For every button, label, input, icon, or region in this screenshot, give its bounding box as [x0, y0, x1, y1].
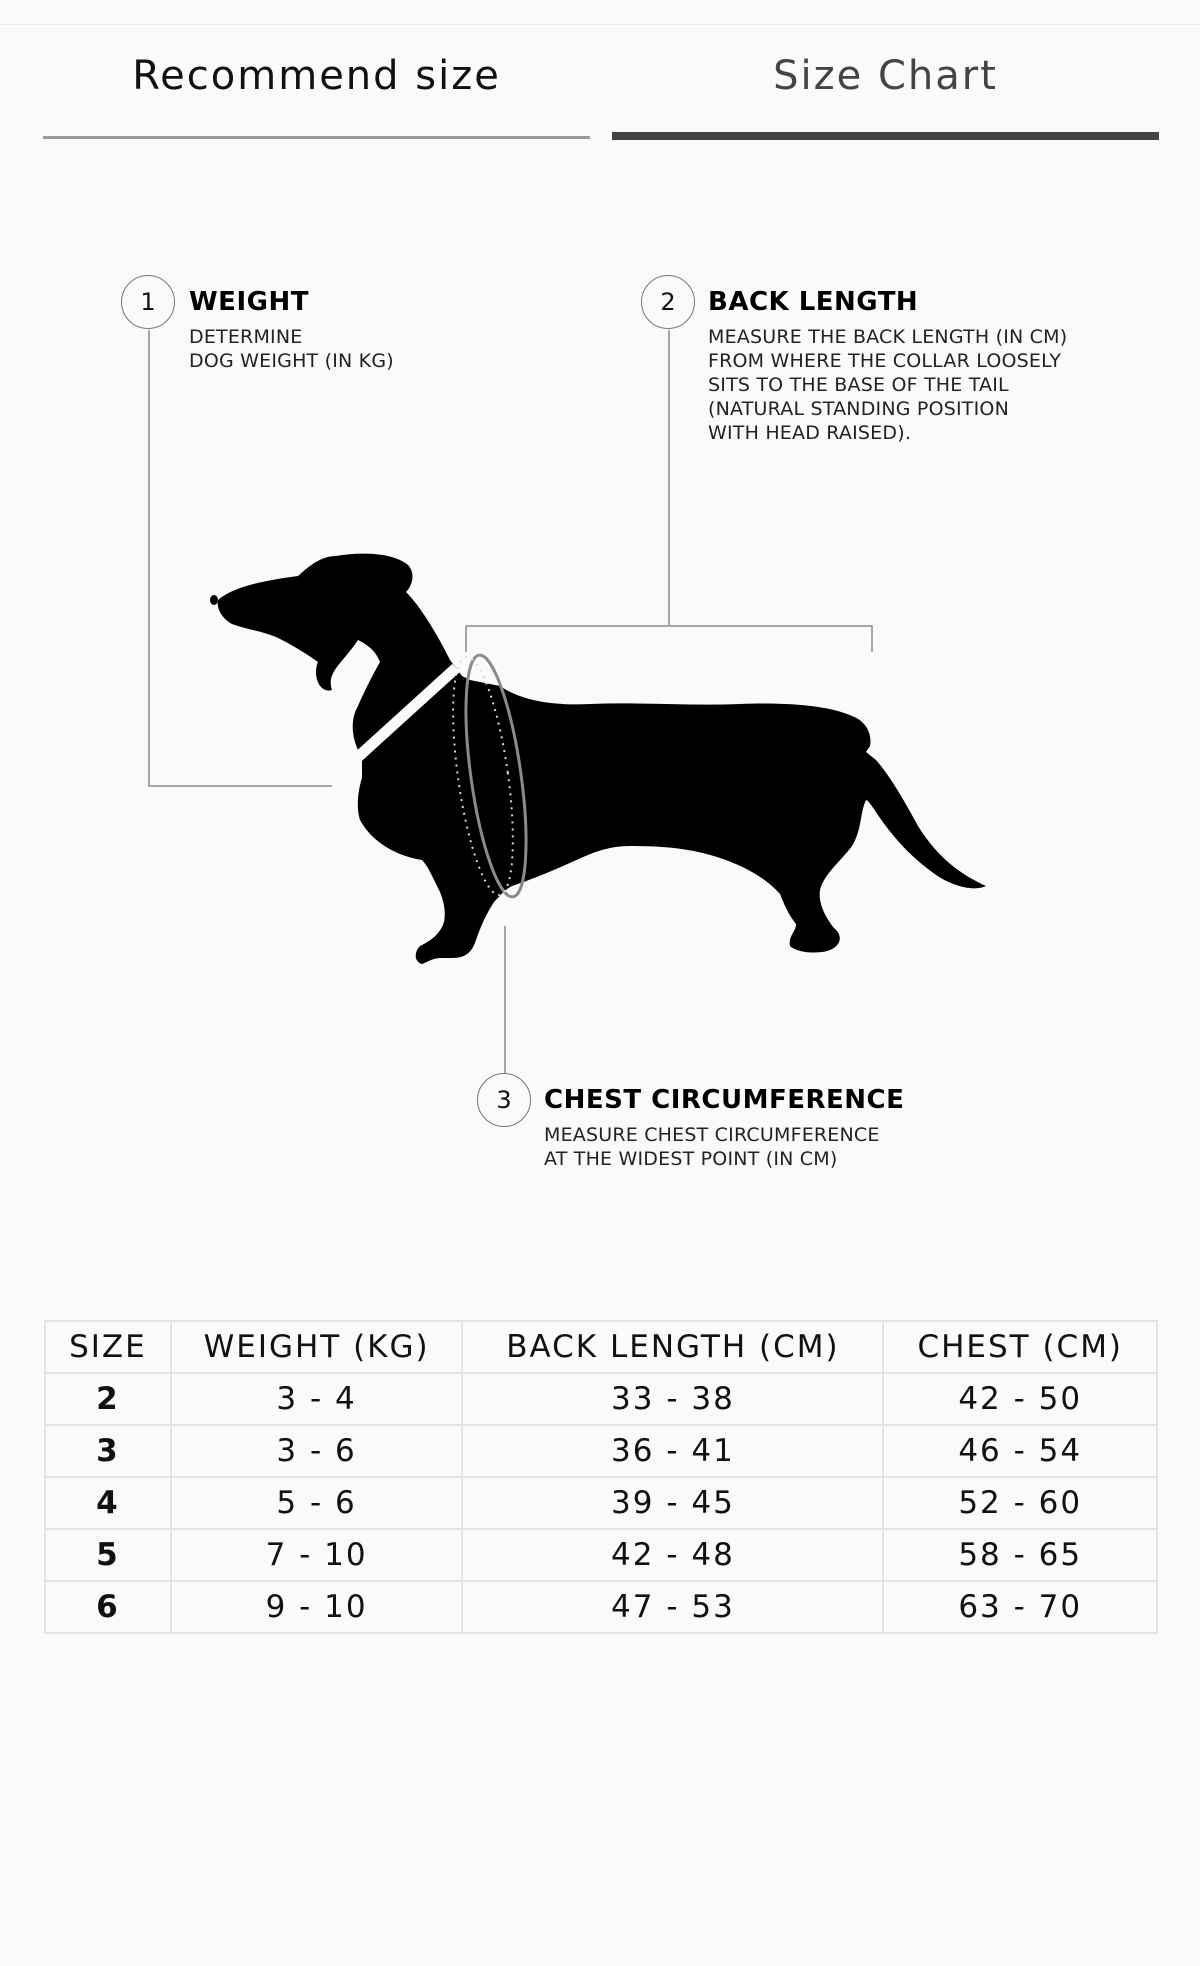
table-header-row	[45, 1321, 1157, 1373]
size-cell: 6	[45, 1581, 171, 1633]
step-3-title: CHEST CIRCUMFERENCE	[544, 1085, 905, 1115]
step-2-number-text: 2	[660, 288, 676, 316]
table-row	[45, 1425, 1157, 1477]
back-length-cell: 39 - 45	[462, 1477, 883, 1529]
back-length-cell: 42 - 48	[462, 1529, 883, 1581]
step-3-number-text: 3	[496, 1086, 512, 1114]
step-back-length	[708, 287, 1067, 445]
step-3-description: MEASURE CHEST CIRCUMFERENCE AT THE WIDEST POINT (IN CM)	[544, 1124, 880, 1170]
table-row	[45, 1581, 1157, 1633]
header-back-length: BACK LENGTH (CM)	[462, 1321, 883, 1373]
table-row	[45, 1373, 1157, 1425]
step-1-title: WEIGHT	[189, 287, 309, 317]
step-1-number-text: 1	[140, 288, 156, 316]
step-weight	[189, 287, 394, 373]
back-length-cell: 36 - 41	[462, 1425, 883, 1477]
size-chart-table	[44, 1320, 1158, 1634]
table-row	[45, 1477, 1157, 1529]
weight-cell: 5 - 6	[171, 1477, 463, 1529]
chest-cell: 63 - 70	[883, 1581, 1157, 1633]
size-cell: 5	[45, 1529, 171, 1581]
step-2-number	[641, 275, 695, 329]
size-cell: 2	[45, 1373, 171, 1425]
weight-cell: 9 - 10	[171, 1581, 463, 1633]
header-size: SIZE	[45, 1321, 171, 1373]
chest-cell: 46 - 54	[883, 1425, 1157, 1477]
step-3-number	[477, 1073, 531, 1127]
step-2-title: BACK LENGTH	[708, 287, 919, 317]
chest-cell: 52 - 60	[883, 1477, 1157, 1529]
header-weight: WEIGHT (KG)	[171, 1321, 463, 1373]
back-length-cell: 47 - 53	[462, 1581, 883, 1633]
table-row	[45, 1529, 1157, 1581]
weight-leader-line	[149, 330, 332, 786]
tab-size-chart-label: Size Chart	[773, 53, 998, 99]
chest-cell: 42 - 50	[883, 1373, 1157, 1425]
step-chest-circumference	[544, 1085, 904, 1171]
back-length-bracket	[466, 626, 872, 652]
step-2-description: MEASURE THE BACK LENGTH (IN CM) FROM WHERE THE COLLAR LOOSELY SITS TO THE BASE OF THE TAIL (NATURAL STANDING POSITION WITH HEAD RAISED).	[708, 326, 1068, 444]
weight-cell: 3 - 4	[171, 1373, 463, 1425]
weight-cell: 7 - 10	[171, 1529, 463, 1581]
step-1-number	[121, 275, 175, 329]
size-cell: 4	[45, 1477, 171, 1529]
tab-recommend-size-label: Recommend size	[132, 53, 501, 99]
step-1-description: DETERMINE DOG WEIGHT (IN KG)	[189, 326, 394, 372]
weight-cell: 3 - 6	[171, 1425, 463, 1477]
dachshund-silhouette-icon	[210, 554, 986, 964]
size-cell: 3	[45, 1425, 171, 1477]
back-length-cell: 33 - 38	[462, 1373, 883, 1425]
header-chest: CHEST (CM)	[883, 1321, 1157, 1373]
chest-cell: 58 - 65	[883, 1529, 1157, 1581]
